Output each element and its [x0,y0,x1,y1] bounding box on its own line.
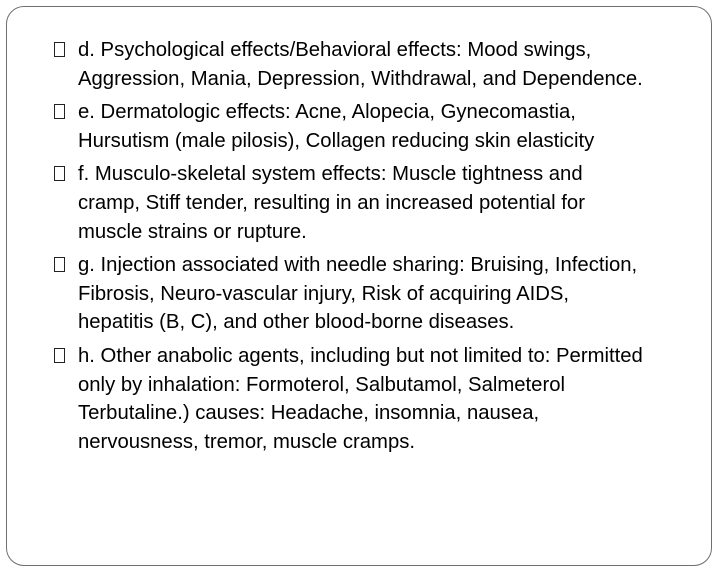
bullet-text: g. Injection associated with needle sharing: Bruising, Infection, Fibrosis, Neuro-vascular injury, Risk of acquiring AIDS, hepatitis (B, C), and other blood-borne diseases. [78,254,638,334]
hollow-square-bullet-icon [54,348,65,363]
bullet-item-musculoskeletal [48,160,648,246]
bullet-text: e. Dermatologic effects: Acne, Alopecia, Gynecomastia, Hursutism (male pilosis), Collagen reducing skin elasticity [78,101,595,152]
hollow-square-bullet-icon [54,42,65,57]
bullet-item-anabolic-agents [48,342,648,456]
bullet-item-psychological [48,36,648,93]
bullet-text: d. Psychological effects/Behavioral effects: Mood swings, Aggression, Mania, Depression, Withdrawal, and Dependence. [78,39,643,90]
hollow-square-bullet-icon [54,257,65,272]
hollow-square-bullet-icon [54,104,65,119]
bullet-list [48,36,648,461]
bullet-item-dermatologic [48,98,648,155]
bullet-text: h. Other anabolic agents, including but not limited to: Permitted only by inhalation: Formoterol, Salbutamol, Salmeterol Terbutaline.) causes: Headache, insomnia, nausea, nervousness, tremor, muscle cramps. [78,344,643,453]
bullet-text: f. Musculo-skeletal system effects: Muscle tightness and cramp, Stiff tender, resulting in an increased potential for muscle strains or rupture. [78,163,585,243]
hollow-square-bullet-icon [54,166,65,181]
bullet-item-injection [48,251,648,337]
